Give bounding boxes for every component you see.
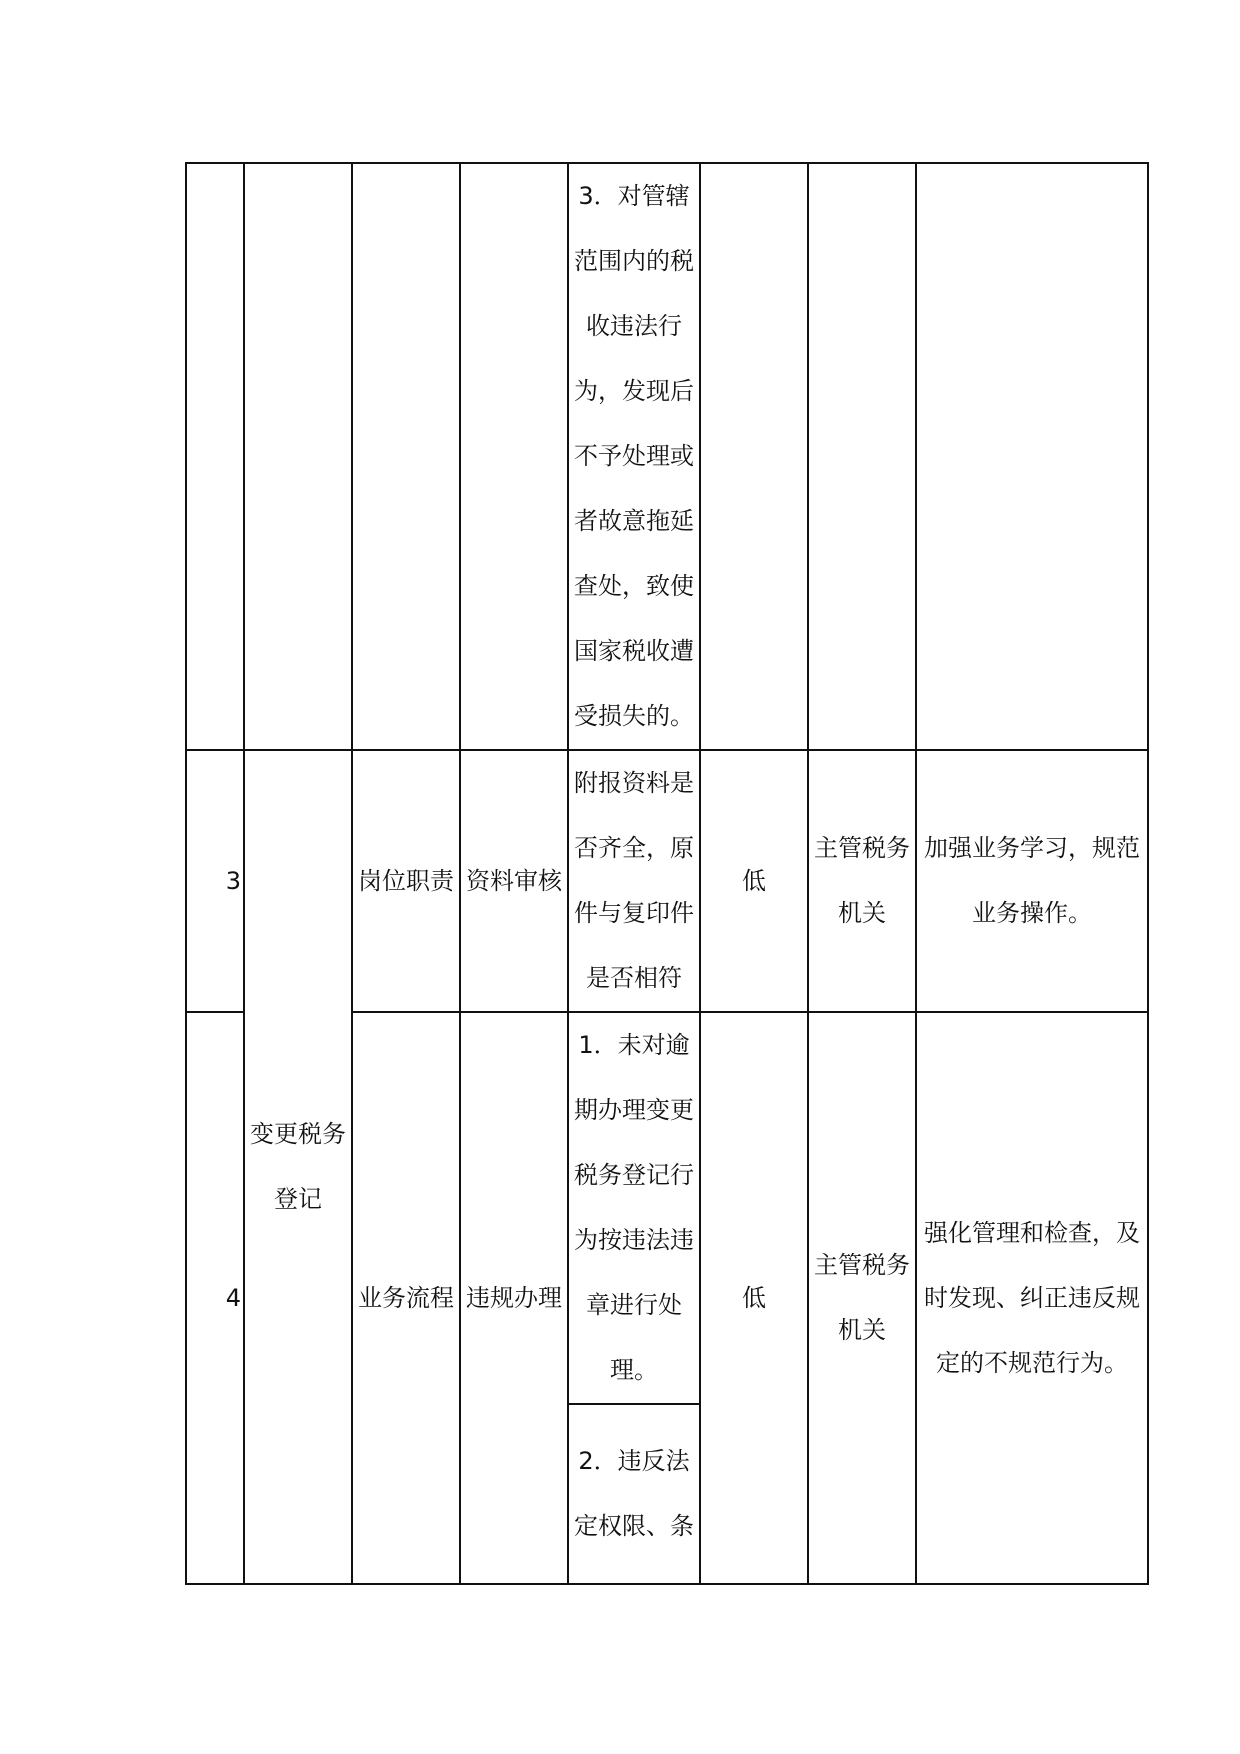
table-row [186,163,1148,750]
table-row [186,750,1148,1012]
risk-point-cell: 违规办理 [460,1012,568,1584]
row-number-cell [186,163,244,750]
responsible-dept-cell: 主管税务机关 [808,750,916,1012]
responsible-dept-cell: 主管税务机关 [808,1012,916,1584]
risk-level-cell: 低 [700,750,808,1012]
row-number-cell: 3 [186,750,244,1012]
control-measure-cell [916,163,1148,750]
risk-level-cell [700,163,808,750]
category-cell [352,163,460,750]
category-cell: 业务流程 [352,1012,460,1584]
risk-point-cell [460,163,568,750]
control-measure-cell: 强化管理和检查，及时发现、纠正违反规定的不规范行为。 [916,1012,1148,1584]
risk-level-cell: 低 [700,1012,808,1584]
matter-cell: 变更税务登记 [244,750,352,1584]
risk-description-cell: 1．未对逾期办理变更税务登记行为按违法违章进行处理。 [568,1012,700,1404]
risk-description-cell: 3．对管辖范围内的税收违法行为，发现后不予处理或者故意拖延查处，致使国家税收遭受损失的。 [568,163,700,750]
risk-description-cell: 2．违反法定权限、条 [568,1404,700,1584]
category-cell: 岗位职责 [352,750,460,1012]
matter-cell [244,163,352,750]
risk-point-cell: 资料审核 [460,750,568,1012]
control-measure-cell: 加强业务学习，规范业务操作。 [916,750,1148,1012]
risk-control-table [185,162,1149,1585]
row-number-cell: 4 [186,1012,244,1584]
risk-description-cell: 附报资料是否齐全，原件与复印件是否相符 [568,750,700,1012]
responsible-dept-cell [808,163,916,750]
